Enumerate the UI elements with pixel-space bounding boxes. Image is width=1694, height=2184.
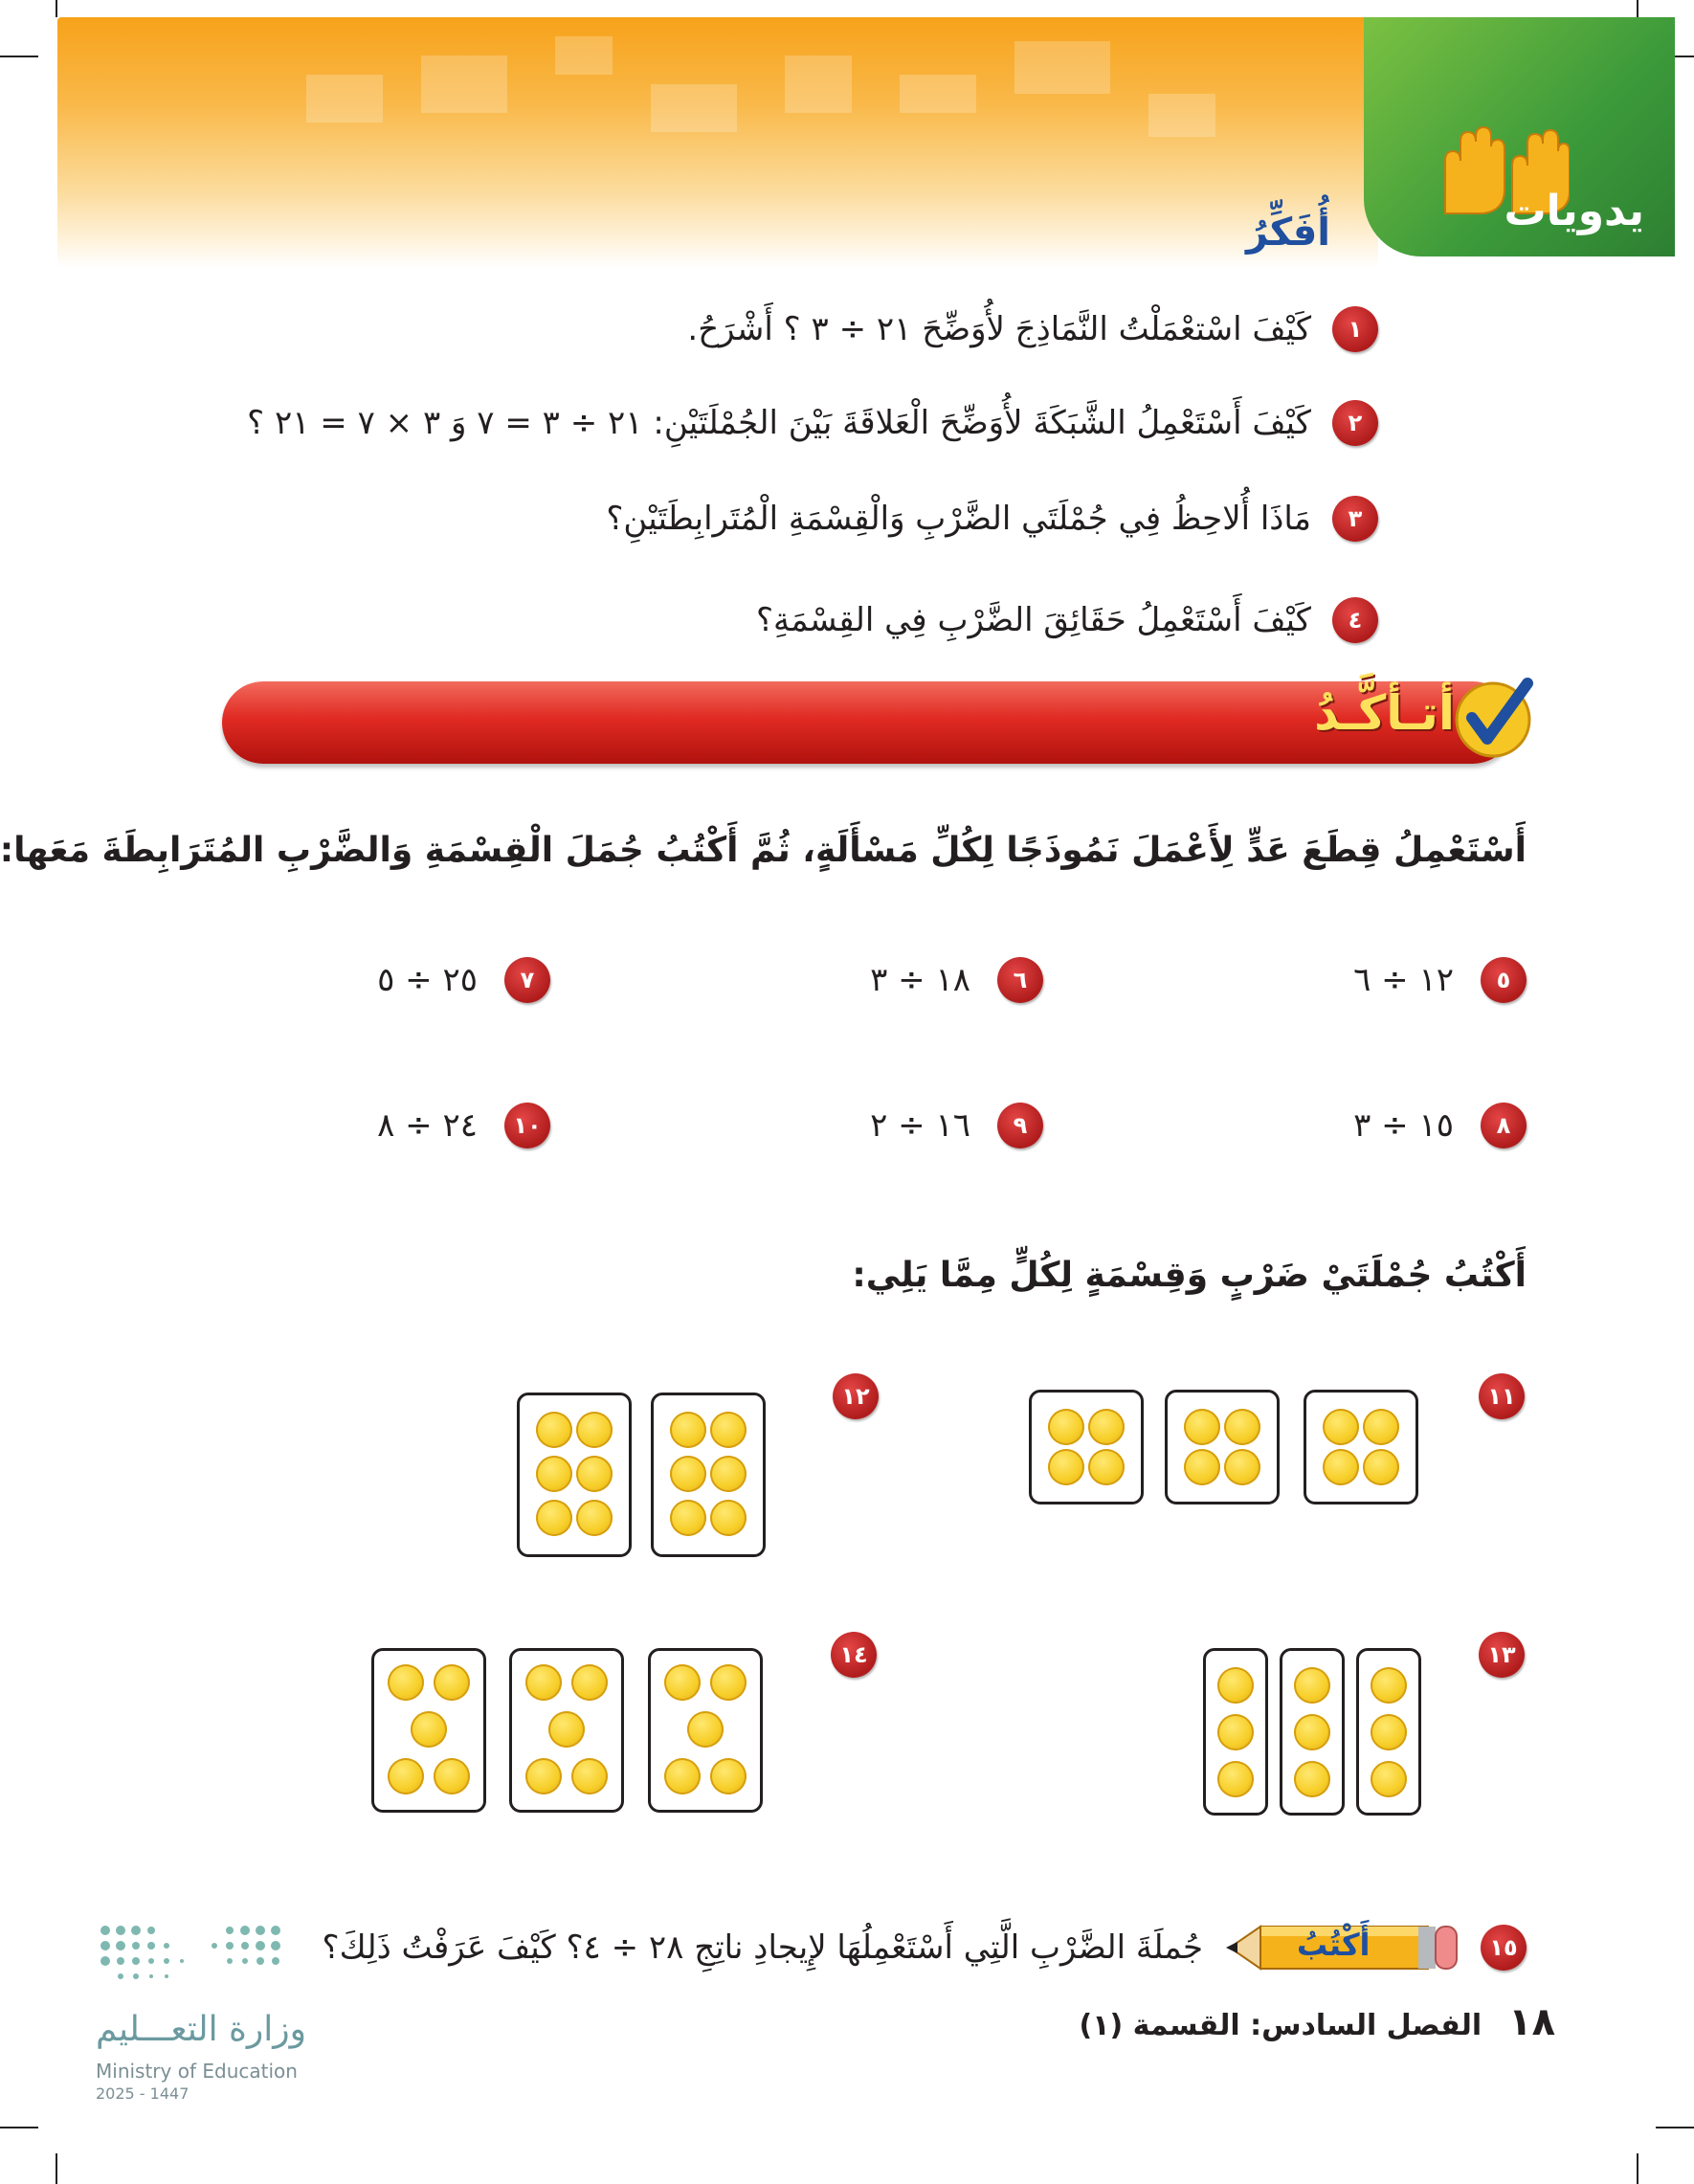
- exercise-expression: ١٥ ÷ ٣: [1353, 1106, 1454, 1145]
- counter: [710, 1758, 747, 1794]
- exercise-number: ٧: [504, 957, 550, 1003]
- exercise-item: [1353, 1103, 1527, 1148]
- counter: [1294, 1761, 1330, 1797]
- exercise-expression: ١٢ ÷ ٦: [1353, 961, 1454, 999]
- picture-number: ١٢: [833, 1373, 879, 1419]
- checkmark-icon: [1445, 670, 1541, 766]
- counter-group-card: [1356, 1648, 1421, 1816]
- exercise-item: [870, 957, 1043, 1003]
- exercise-expression: ١٨ ÷ ٣: [870, 961, 970, 999]
- counter: [1088, 1409, 1125, 1445]
- counter-group-card: [1165, 1390, 1280, 1504]
- question-text: كَيْفَ اسْتعْمَلْتُ النَّمَاذِجَ لأُوَضِّحَ ٢١ ÷ ٣ ؟ أَشْرَحُ.: [687, 310, 1311, 348]
- counter-group-card: [517, 1393, 632, 1557]
- page-footer: [1079, 2000, 1555, 2044]
- crop-mark: [1637, 0, 1638, 17]
- counter-group-card: [509, 1648, 624, 1813]
- counter: [536, 1412, 572, 1448]
- counter-group-card: [648, 1648, 763, 1813]
- counter-group-card: [651, 1393, 766, 1557]
- ministry-logo-dots: [96, 1919, 297, 1995]
- crop-mark: [56, 2153, 57, 2184]
- decor-tile: [555, 36, 613, 75]
- lesson-label: القسمة (١): [1079, 2009, 1240, 2042]
- counter: [388, 1758, 424, 1794]
- counter: [670, 1456, 706, 1492]
- counter: [1323, 1449, 1359, 1485]
- counter: [1184, 1409, 1220, 1445]
- exercise-item: [377, 1103, 550, 1148]
- counter-group-card: [1203, 1648, 1268, 1816]
- instruction-text: أَكْتُبُ جُمْلَتَيْ ضَرْبٍ وَقِسْمَةٍ لِكُلٍّ مِمَّا يَلِي:: [852, 1256, 1527, 1295]
- crop-mark: [1637, 2153, 1638, 2184]
- decor-tile: [421, 56, 507, 113]
- question-text: كَيْفَ أَسْتَعْمِلُ الشَّبَكَةَ لأُوَضِّحَ الْعَلاقَةَ بَيْنَ الجُمْلَتَيْنِ: ٢١ ÷ ٣ = ٧ وَ ٣ × ٧ = ٢١ ؟: [247, 404, 1311, 442]
- question-number: ٣: [1332, 496, 1378, 542]
- exercise-number: ٩: [997, 1103, 1043, 1148]
- pencil-label: [1222, 1919, 1461, 1976]
- think-heading: أُفَكِّرُ: [1245, 211, 1330, 255]
- counter: [576, 1500, 613, 1536]
- page-number: ١٨: [1508, 2000, 1555, 2044]
- question-number: ٤: [1332, 597, 1378, 643]
- counter: [434, 1758, 470, 1794]
- counter: [710, 1456, 747, 1492]
- question-item: [756, 597, 1378, 643]
- write-label: أَكْتُبُ: [1297, 1927, 1371, 1963]
- counter: [1363, 1449, 1399, 1485]
- question-item: [606, 496, 1378, 542]
- decor-tile: [900, 75, 976, 113]
- counter: [1048, 1449, 1084, 1485]
- counter: [434, 1664, 470, 1701]
- exercise-number: ٨: [1481, 1103, 1527, 1148]
- counter: [1217, 1667, 1254, 1704]
- counter: [710, 1664, 747, 1701]
- ministry-name-english: Ministry of Education: [96, 2060, 298, 2083]
- picture-number: ١٤: [831, 1632, 877, 1678]
- counter: [576, 1412, 613, 1448]
- exercise-item: [870, 1103, 1043, 1148]
- ministry-name-arabic: وزارة التعـــليم: [96, 2010, 307, 2049]
- exercise-item: [1353, 957, 1527, 1003]
- counter: [687, 1711, 724, 1748]
- counter-group-card: [1280, 1648, 1345, 1816]
- counter: [664, 1664, 701, 1701]
- counter: [1217, 1761, 1254, 1797]
- counter: [411, 1711, 447, 1748]
- question-number: ٢: [1332, 400, 1378, 446]
- counter-group-card: [371, 1648, 486, 1813]
- counter: [1184, 1449, 1220, 1485]
- decor-tile: [785, 56, 852, 113]
- tab-label: يدويات: [1504, 187, 1644, 235]
- question-text: كَيْفَ أَسْتَعْمِلُ حَقَائِقَ الضَّرْبِ فِي القِسْمَةِ؟: [756, 601, 1311, 639]
- crop-mark: [0, 56, 38, 57]
- decor-tile: [651, 84, 737, 132]
- ministry-year: 2025 - 1447: [96, 2084, 189, 2103]
- crop-mark: [0, 2127, 38, 2128]
- counter: [670, 1412, 706, 1448]
- instruction-text: أَسْتَعْمِلُ قِطَعَ عَدٍّ لِأَعْمَلَ نَمُوذَجًا لِكُلِّ مَسْأَلَةٍ، ثُمَّ أَكْتُبُ جُمَلَ الْقِسْمَةِ وَالضَّرْبِ المُتَرَابِطَةَ مَعَها:: [0, 831, 1527, 870]
- exercise-number: ٥: [1481, 957, 1527, 1003]
- counter: [1224, 1449, 1260, 1485]
- counter: [525, 1758, 562, 1794]
- counter: [710, 1412, 747, 1448]
- crop-mark: [1656, 2127, 1694, 2128]
- counter: [536, 1456, 572, 1492]
- counter: [525, 1664, 562, 1701]
- counter: [1323, 1409, 1359, 1445]
- write-text: جُملَةَ الضَّرْبِ الَّتِي أَسْتَعْمِلُهَا لإِيجادِ ناتِجِ ٢٨ ÷ ٤؟ كَيْفَ عَرَفْتُ ذَلِكَ؟: [322, 1928, 1203, 1967]
- picture-number: ١١: [1479, 1373, 1525, 1419]
- exercise-item: [377, 957, 550, 1003]
- picture-number: ١٣: [1479, 1632, 1525, 1678]
- banner-title: أتـأكَّـدُ: [1314, 685, 1455, 741]
- counter: [576, 1456, 613, 1492]
- counter-group-card: [1029, 1390, 1144, 1504]
- exercise-number: ٦: [997, 957, 1043, 1003]
- counter: [1294, 1667, 1330, 1704]
- exercise-expression: ٢٥ ÷ ٥: [377, 961, 478, 999]
- write-exercise: [323, 1919, 1527, 1976]
- counter: [1217, 1714, 1254, 1750]
- crop-mark: [56, 0, 57, 17]
- manipulatives-tab: [1364, 17, 1675, 256]
- header-band: [57, 17, 1378, 268]
- counter-group-card: [1304, 1390, 1418, 1504]
- counter: [571, 1758, 608, 1794]
- counter: [664, 1758, 701, 1794]
- counter: [536, 1500, 572, 1536]
- question-item: [687, 306, 1378, 352]
- chapter-title: [1079, 2009, 1482, 2042]
- counter: [1363, 1409, 1399, 1445]
- decor-tile: [306, 75, 383, 123]
- question-item: [247, 400, 1378, 446]
- exercise-expression: ٢٤ ÷ ٨: [377, 1106, 478, 1145]
- counter: [710, 1500, 747, 1536]
- write-number: ١٥: [1481, 1925, 1527, 1971]
- chapter-label: الفصل السادس:: [1250, 2009, 1482, 2042]
- exercise-expression: ١٦ ÷ ٢: [870, 1106, 970, 1145]
- counter: [1088, 1449, 1125, 1485]
- counter: [1048, 1409, 1084, 1445]
- counter: [1371, 1714, 1407, 1750]
- decor-tile: [1014, 41, 1110, 94]
- question-text: مَاذَا أُلاحِظُ فِي جُمْلَتَي الضَّرْبِ وَالْقِسْمَةِ الْمُتَرابِطَتَيْنِ؟: [606, 500, 1311, 538]
- counter: [670, 1500, 706, 1536]
- exercise-number: ١٠: [504, 1103, 550, 1148]
- decor-tile: [1148, 94, 1215, 137]
- counter: [548, 1711, 585, 1748]
- counter: [388, 1664, 424, 1701]
- counter: [1371, 1667, 1407, 1704]
- counter: [1224, 1409, 1260, 1445]
- counter: [1294, 1714, 1330, 1750]
- question-number: ١: [1332, 306, 1378, 352]
- counter: [1371, 1761, 1407, 1797]
- counter: [571, 1664, 608, 1701]
